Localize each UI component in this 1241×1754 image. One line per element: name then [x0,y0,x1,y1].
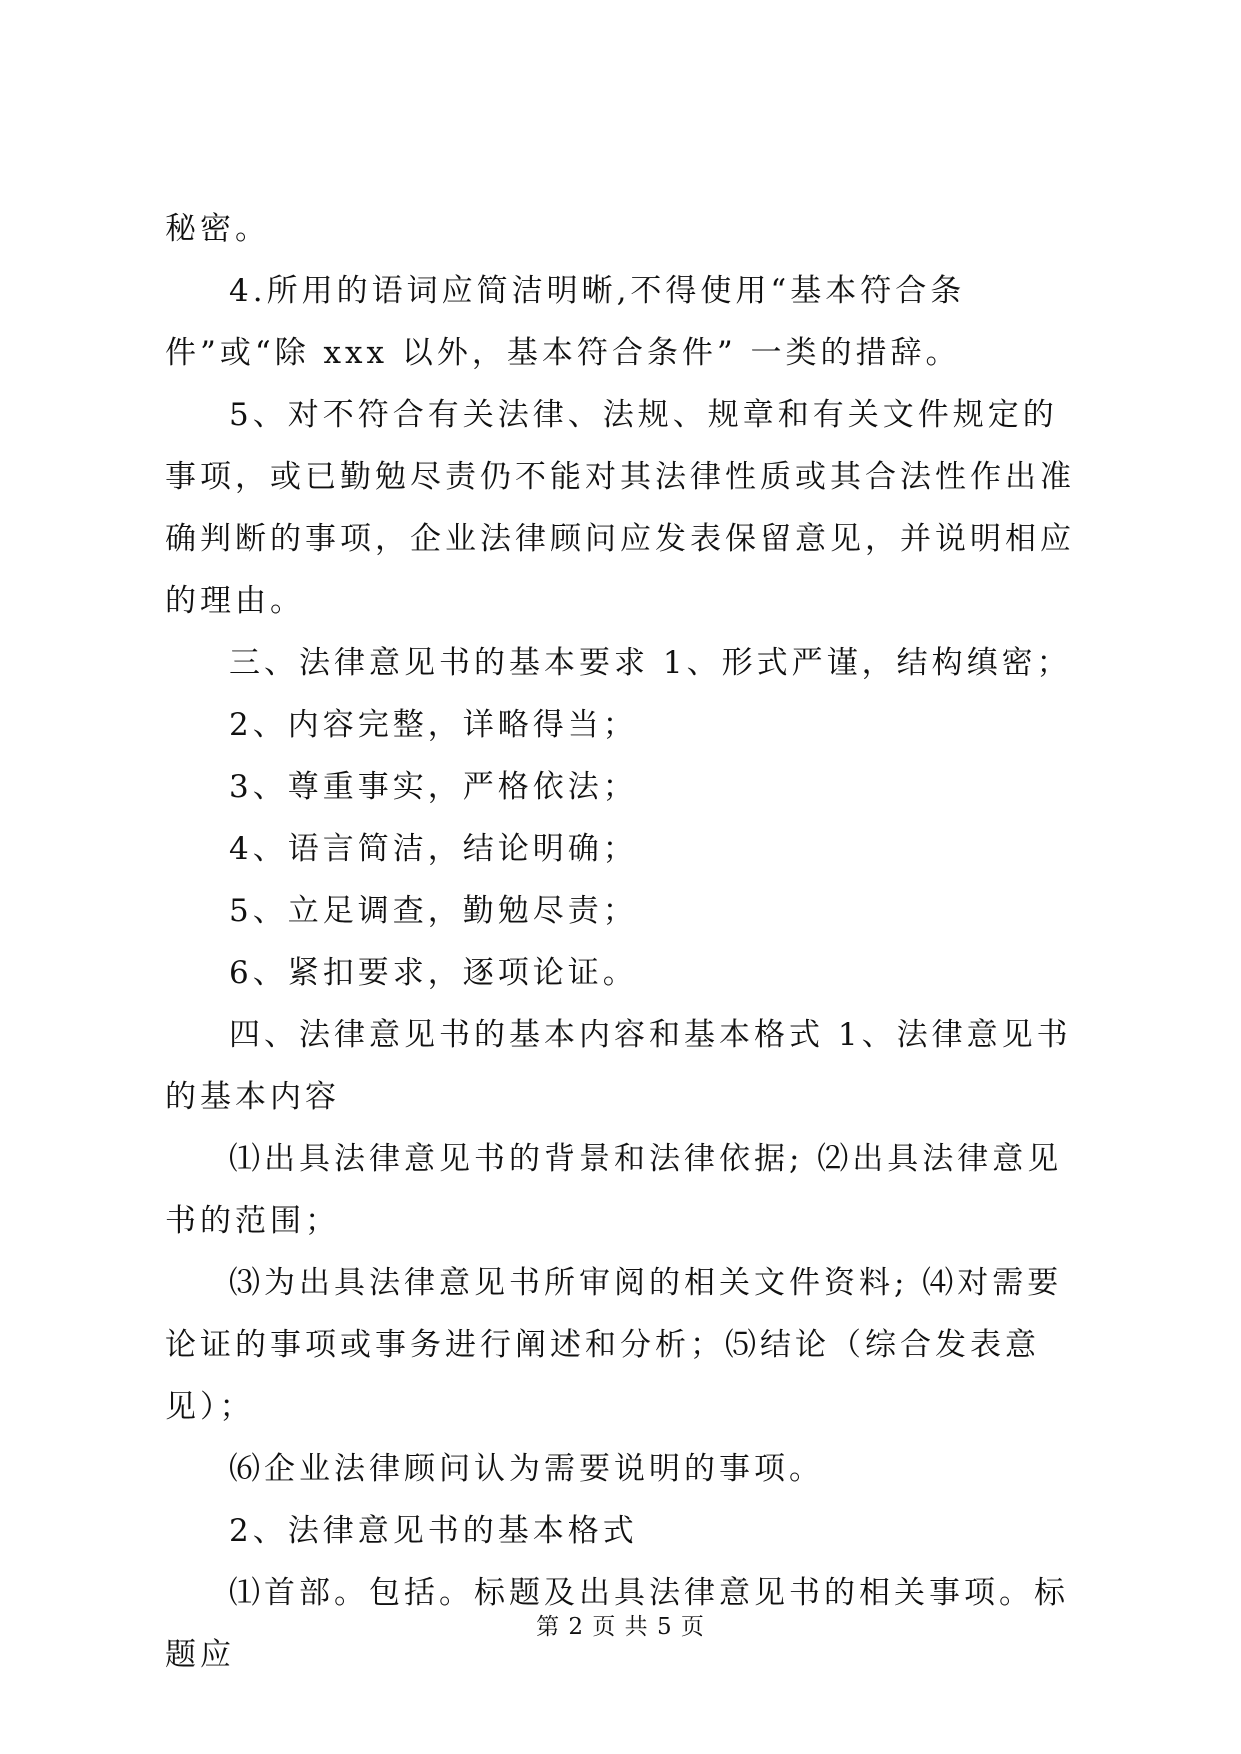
paragraph: 5、对不符合有关法律、法规、规章和有关文件规定的事项，或已勤勉尽责仍不能对其法律性质或其合法性作出准确判断的事项，企业法律顾问应发表保留意见，并说明相应的理由。 [165,397,1075,619]
paragraph: 四、法律意见书的基本内容和基本格式 1、法律意见书的基本内容 [165,1017,1072,1115]
paragraph: ⑴首部。包括。标题及出具法律意见书的相关事项。标题应 [165,1575,1069,1673]
paragraph: 6、紧扣要求，逐项论证。 [229,955,638,991]
paragraph: ⑹企业法律顾问认为需要说明的事项。 [229,1451,824,1487]
paragraph: 三、法律意见书的基本要求 1、形式严谨，结构缜密； [229,645,1072,681]
paragraph: 2、内容完整，详略得当； [229,707,638,743]
page-number-label: 第 2 页 共 5 页 [536,1614,705,1640]
paragraph: 5、立足调查，勤勉尽责； [229,893,638,929]
paragraph: 4、语言简洁，结论明确； [229,831,638,867]
paragraph: ⑴出具法律意见书的背景和法律依据; ⑵出具法律意见书的范围； [165,1141,1063,1239]
paragraph: 4.所用的语词应简洁明晰,不得使用“基本符合条件”或“除 xxx 以外，基本符合条件” 一类的措辞。 [165,273,966,371]
paragraph: 秘密。 [165,211,270,247]
paragraph: ⑶为出具法律意见书所审阅的相关文件资料; ⑷对需要论证的事项或事务进行阐述和分析；⑸结论（综合发表意见）； [165,1265,1063,1425]
paragraph: 3、尊重事实，严格依法； [229,769,638,805]
document-body [165,198,1080,1686]
paragraph: 2、法律意见书的基本格式 [229,1513,638,1549]
page-footer [0,1608,1241,1641]
